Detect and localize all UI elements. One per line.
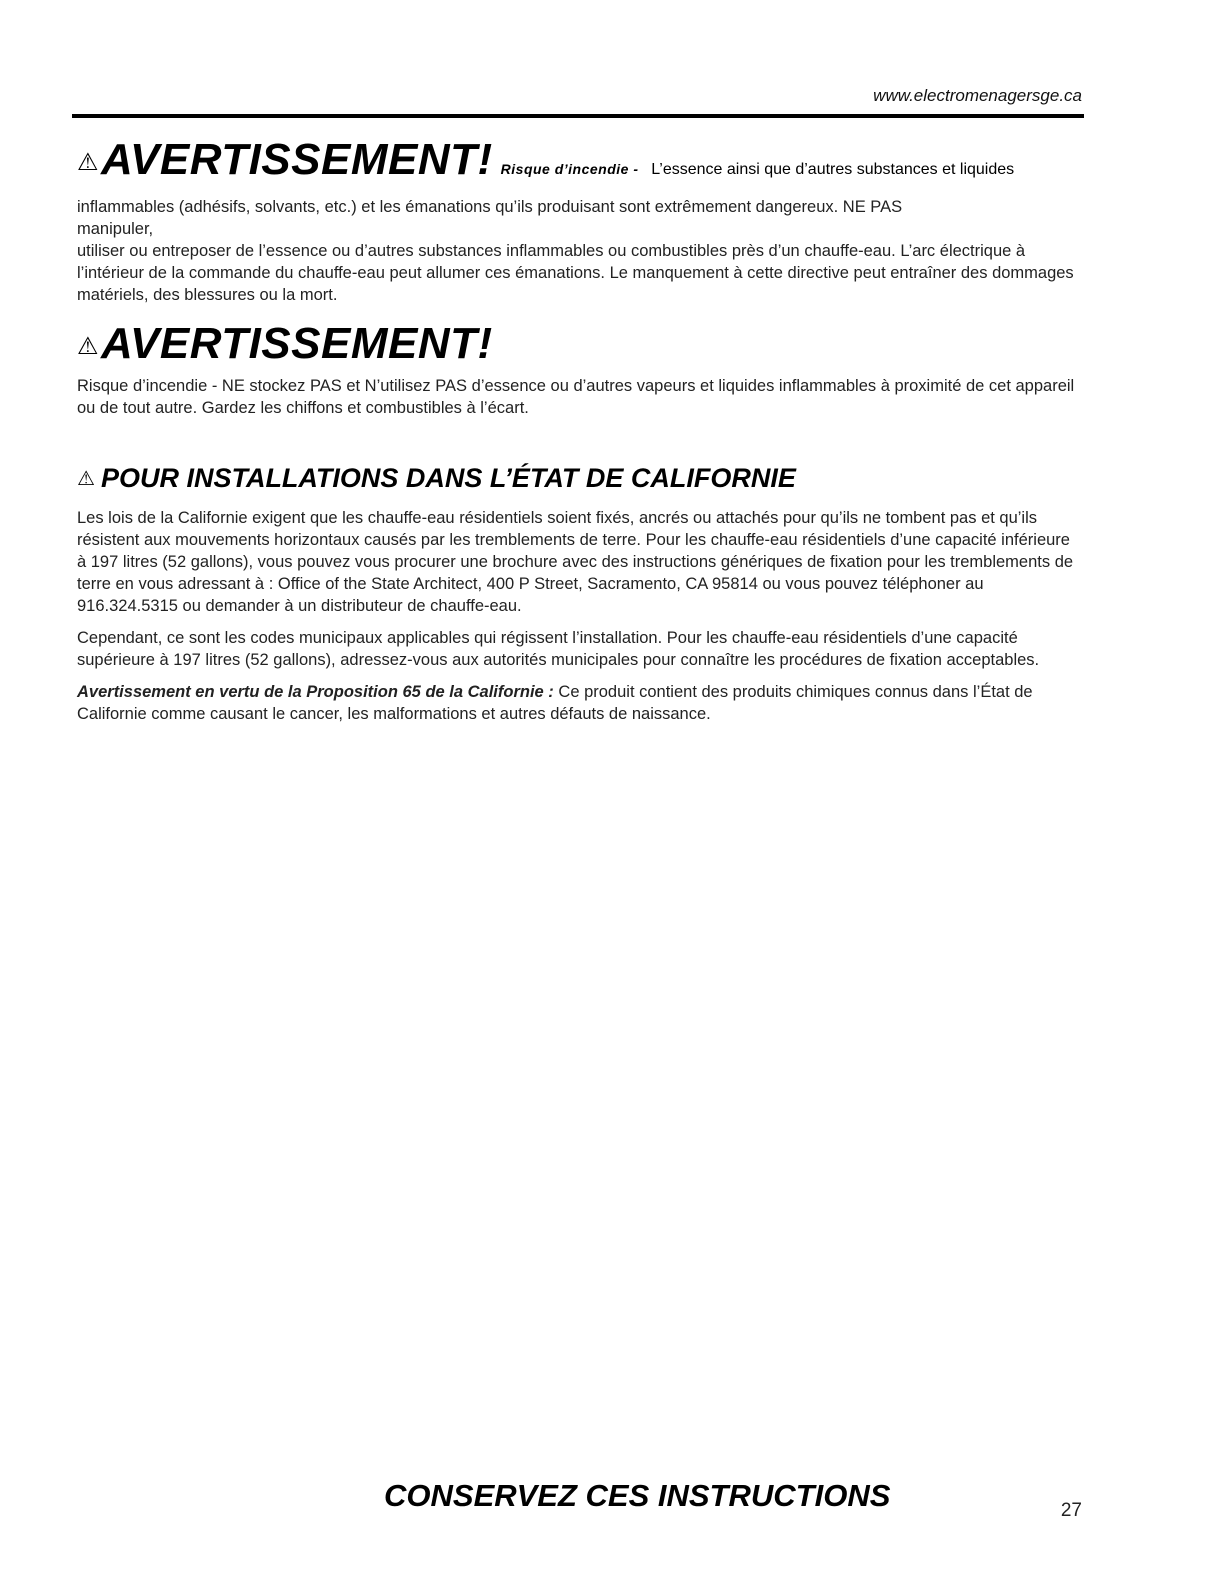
warning-title-2: AVERTISSEMENT!	[101, 319, 493, 368]
warning-body-2: Risque d’incendie - NE stockez PAS et N’utilisez PAS d’essence ou d’autres vapeurs et liquides inflammables à proximité de cet appareil ou de tout autre. Gardez les chiffons et combustibles à l’écart.	[77, 377, 1075, 417]
warning-section-1	[77, 134, 1077, 306]
website-url: www.electromenagersge.ca	[873, 86, 1082, 105]
fire-risk-label: Risque d’incendie -	[500, 161, 639, 177]
warning-section-2	[77, 318, 1077, 419]
header-rule	[72, 114, 1084, 118]
prop65-label: Avertissement en vertu de la Proposition 65 de la Californie :	[77, 683, 554, 701]
warning-triangle-icon: ⚠	[77, 149, 100, 176]
warning-body-line-1: inflammables (adhésifs, solvants, etc.) et les émanations qu’ils produisant sont extrêmement dangereux. NE PAS	[77, 198, 903, 216]
warning-triangle-icon: ⚠	[77, 333, 100, 360]
warning-body-line-2: manipuler,	[77, 220, 154, 238]
warning-heading-1	[77, 134, 1077, 196]
california-heading	[77, 460, 1077, 497]
california-paragraph-2: Cependant, ce sont les codes municipaux applicables qui régissent l’installation. Pour les chauffe-eau résidentiels d’une capacité supérieure à 197 litres (52 gallons), adressez-vous aux autorités municipales pour connaître les procédures de fixation acceptables.	[77, 629, 1040, 669]
warning-title-1: AVERTISSEMENT!	[101, 135, 493, 184]
footer-title: CONSERVEZ CES INSTRUCTIONS	[384, 1478, 891, 1513]
warning-heading-2	[77, 318, 1077, 373]
page-number: 27	[1060, 1500, 1082, 1521]
prop65-paragraph	[77, 681, 1077, 725]
warning-lead-text-1: L’essence ainsi que d’autres substances et liquides	[651, 161, 1015, 178]
california-section	[77, 460, 1077, 725]
california-title: POUR INSTALLATIONS DANS L’ÉTAT DE CALIFORNIE	[100, 463, 796, 493]
warning-triangle-icon: ⚠	[77, 468, 95, 490]
california-paragraph-1: Les lois de la Californie exigent que les chauffe-eau résidentiels soient fixés, ancrés ou attachés pour qu’ils ne tombent pas et qu’ils résistent aux mouvements horizontaux causés par les tremblements de terre. Pour les chauffe-eau résidentiels d’une capacité inférieure à 197 litres (52 gallons), vous pouvez vous procurer une brochure avec des instructions génériques de fixation pour les tremblements de terre en vous adressant à : Office of the State Architect, 400 P Street, Sacramento, CA 95814 ou vous pouvez téléphoner au 916.324.5315 ou demander à un distributeur de chauffe-eau.	[77, 509, 1074, 615]
prop65-text: Ce produit contient des produits chimiques connus dans l’État de Californie comme causant le cancer, les malformations et autres défauts de naissance.	[77, 683, 1033, 723]
warning-body-paragraph-1: utiliser ou entreposer de l’essence ou d’autres substances inflammables ou combustibles près d’un chauffe-eau. L’arc électrique à l’intérieur de la commande du chauffe-eau peut allumer ces émanations. Le manquement à cette directive peut entraîner des dommages matériels, des blessures ou la mort.	[77, 242, 1074, 304]
